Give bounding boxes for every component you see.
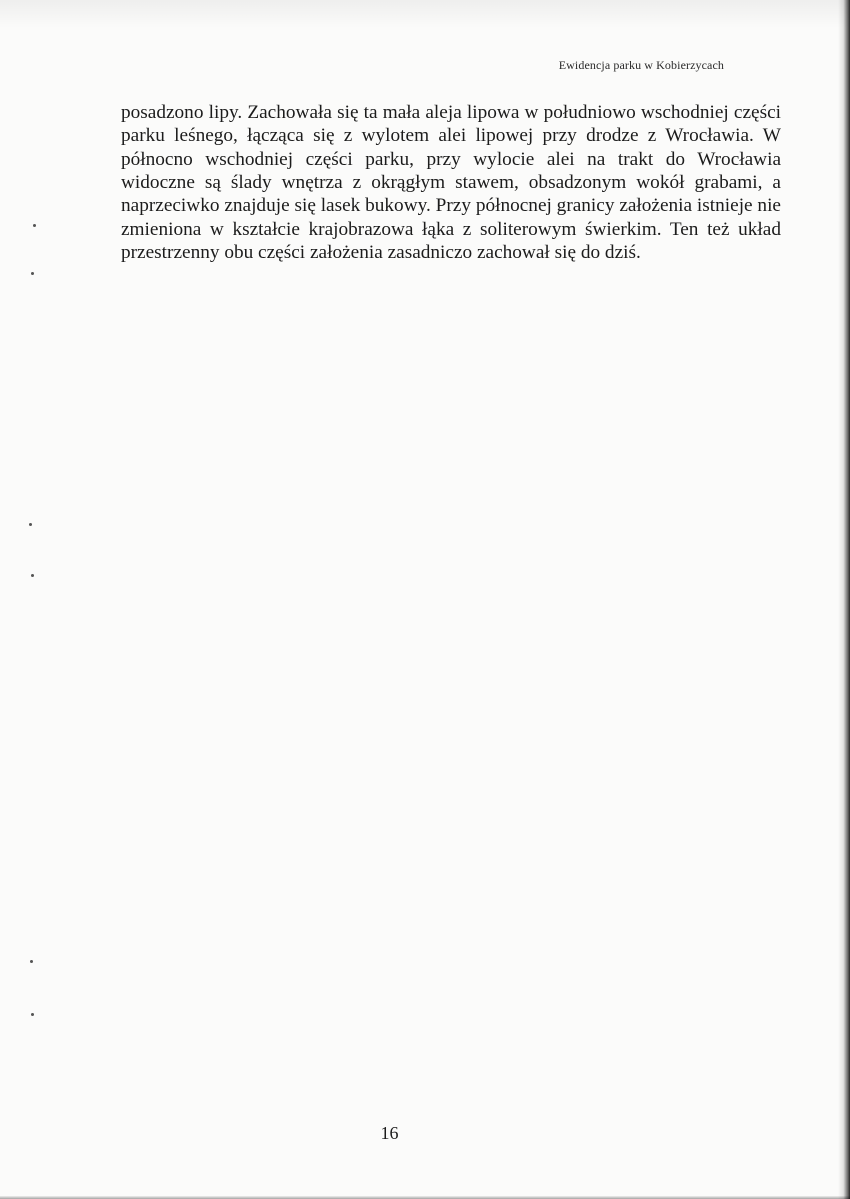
scan-top-haze <box>0 0 850 28</box>
scan-speck <box>31 1013 34 1016</box>
scan-speck <box>33 224 36 227</box>
scan-speck <box>30 960 33 963</box>
running-header: Ewidencja parku w Kobierzycach <box>558 58 724 72</box>
scan-speck <box>29 523 32 526</box>
scan-speck <box>31 574 34 577</box>
body-paragraph: posadzono lipy. Zachowała się ta mała aleja lipowa w południowo wschodniej części parku leśnego, łącząca się z wylotem alei lipowej przy drodze z Wrocławia. W północno wschodniej części parku, przy wylocie alei na trakt do Wrocławia widoczne są ślady wnętrza z okrągłym stawem, obsadzonym wokół grabami, a naprzeciwko znajduje się lasek bukowy. Przy północnej granicy założenia istnieje nie zmieniona w kształcie krajobrazowa łąka z soliterowym świerkim. Ten też układ przestrzenny obu części założenia zasadniczo zachował się do dziś. <box>121 102 781 264</box>
scan-speck <box>31 272 34 275</box>
page-number: 16 <box>380 1123 399 1143</box>
scan-edge-shadow <box>838 0 850 1199</box>
